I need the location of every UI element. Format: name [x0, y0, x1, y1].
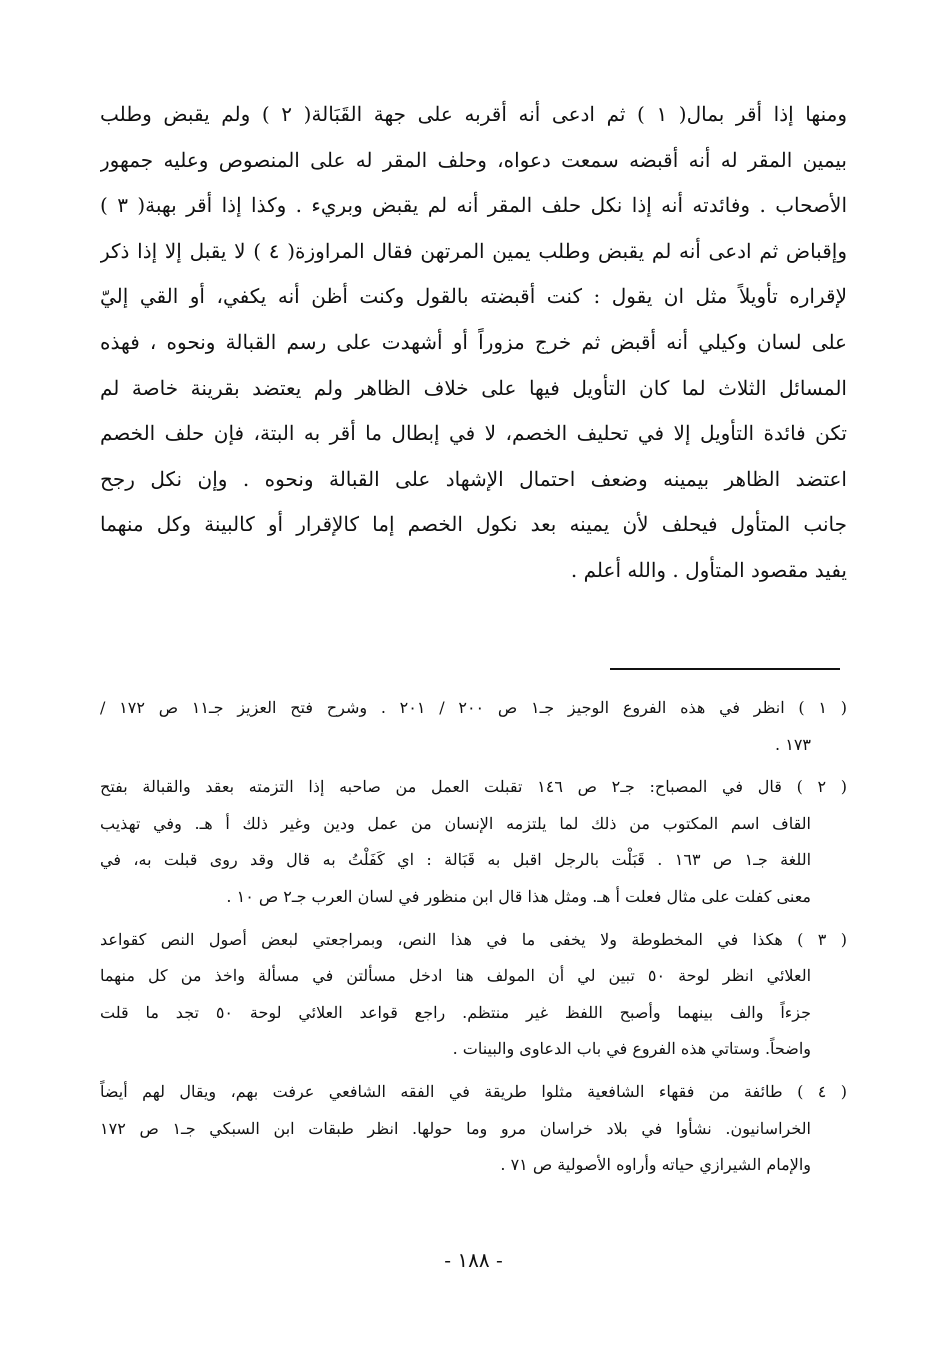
footnote-line: ( ٢ ) قال في المصباح: جـ٢ ص ١٤٦ تقبلت العمل من صاحبه إذا التزمته بعقد والقبالة بفتح: [100, 777, 847, 797]
main-text-line: ومنها إذا أقر بمال( ١ ) ثم ادعى أنه أقربه على جهة القَبَالة( ٢ ) ولم يقبض وطلب: [100, 102, 847, 126]
footnote-separator: [610, 668, 840, 670]
main-text-line: لإقراره تأويلاً مثل ان يقول : كنت أقبضته بالقول وكنت أظن أنه يكفي، أو القي إليّ: [100, 284, 847, 309]
footnote-1: [100, 690, 847, 763]
main-text-line: اعتضد الظاهر بيمينه وضعف احتمال الإشهاد على القبالة ونحوه . وإن نكل رجح: [100, 466, 847, 491]
footnote-line: العلائي انظر لوحة ٥٠ تبين لي أن المولف هنا ادخل مسألتن في مسألة واخذ من كل منهما: [100, 966, 812, 986]
main-text-line: على لسان وكيلي أنه أقبض ثم خرج مزوراً أو أشهدت على رسم القبالة ونحوه ، فهذه: [100, 329, 847, 354]
main-text-line: الأصحاب . وفائدته أنه إذا نكل حلف المقر أنه لم يقبض وبريء . وكذا إذا أقر بهبة( ٣ ): [100, 193, 847, 218]
main-text-line: يفيد مقصود المتأول . والله أعلم .: [570, 557, 847, 582]
main-text-line: تكن فائدة التأويل إلا في تحليف الخصم، لا في إبطال ما أقر به البتة، فإن حلف الخصم: [100, 421, 847, 446]
main-text-line: المسائل الثلاث لما كان التأويل فيها على خلاف الظاهر ولم يعتضد بقرينة خاصة لم: [100, 375, 847, 400]
footnote-2: [100, 769, 847, 915]
footnote-line: ( ١ ) انظر في هذه الفروع الوجيز جـ١ ص ٢٠٠ / ٢٠١ . وشرح فتح العزيز جـ١١ ص ١٧٢ /: [100, 698, 847, 717]
footnote-line: اللغة جـ١ ص ١٦٣ . قَبَلْت بالرجل اقبل به قَبَالة : اي كَفَلْتُ به قال وقد روى قبلت به، في: [100, 850, 812, 870]
main-text-block: [100, 92, 847, 594]
main-text-line: وإقباض ثم ادعى أنه لم يقبض وطلب يمين المرتهن فقال المراوزة( ٤ ) لا يقبل إلا إذا ذكر: [100, 238, 847, 263]
footnote-line: ( ٣ ) هكذا في المخطوطة ولا يخفى ما في هذا النص، وبمراجعتي لبعض أصول النص كقواعد: [100, 929, 847, 949]
page-number: - ١٨٨ -: [444, 1248, 503, 1272]
footnote-line: معنى كفلت على مثال فعلت أ هـ. ومثل هذا قال ابن منظور في لسان العرب جـ٢ ص ١٠ .: [226, 886, 811, 906]
footnote-line: الخراسانيون. نشأوا في بلاد خراسان مرو وما حولها. انظر طبقات ابن السبكي جـ١ ص ١٧٢: [100, 1118, 811, 1138]
main-text-line: جانب المتأول فيحلف لأن يمينه بعد نكول الخصم إما كالإقرار أو كالبينة وكل منهما: [100, 512, 847, 537]
footnote-4: [100, 1074, 847, 1184]
footnote-3: [100, 922, 847, 1068]
footnote-line: القاف اسم المكتوب من ذلك لما يلتزمه الإنسان من عمل ودين وغير ذلك أ هـ. وفي تهذيب: [100, 813, 811, 833]
footnotes-block: [100, 690, 847, 1190]
footnote-line: جزءاً والف بينهما وأصبح اللفظ غير منتظم. راجع قواعد العلائي لوحة ٥٠ تجد ما قلت: [100, 1002, 812, 1022]
footnote-line: ( ٤ ) طائفة من فقهاء الشافعية مثلوا طريقة في الفقه الشافعي عرفت بهم، ويقال لهم أيضاً: [100, 1081, 847, 1101]
main-text-line: بيمين المقر له أنه أقبضه سمعت دعواه، وحلف المقر له على المنصوص وعليه جمهور: [100, 147, 847, 172]
footnote-line: ١٧٣ .: [775, 734, 811, 754]
footnote-line: واضحاً. وستاتي هذه الفروع في باب الدعاوى والبينات .: [452, 1039, 811, 1059]
footnote-line: والإمام الشيرازي حياته وأراوه الأصولية ص ٧١ .: [500, 1155, 811, 1175]
